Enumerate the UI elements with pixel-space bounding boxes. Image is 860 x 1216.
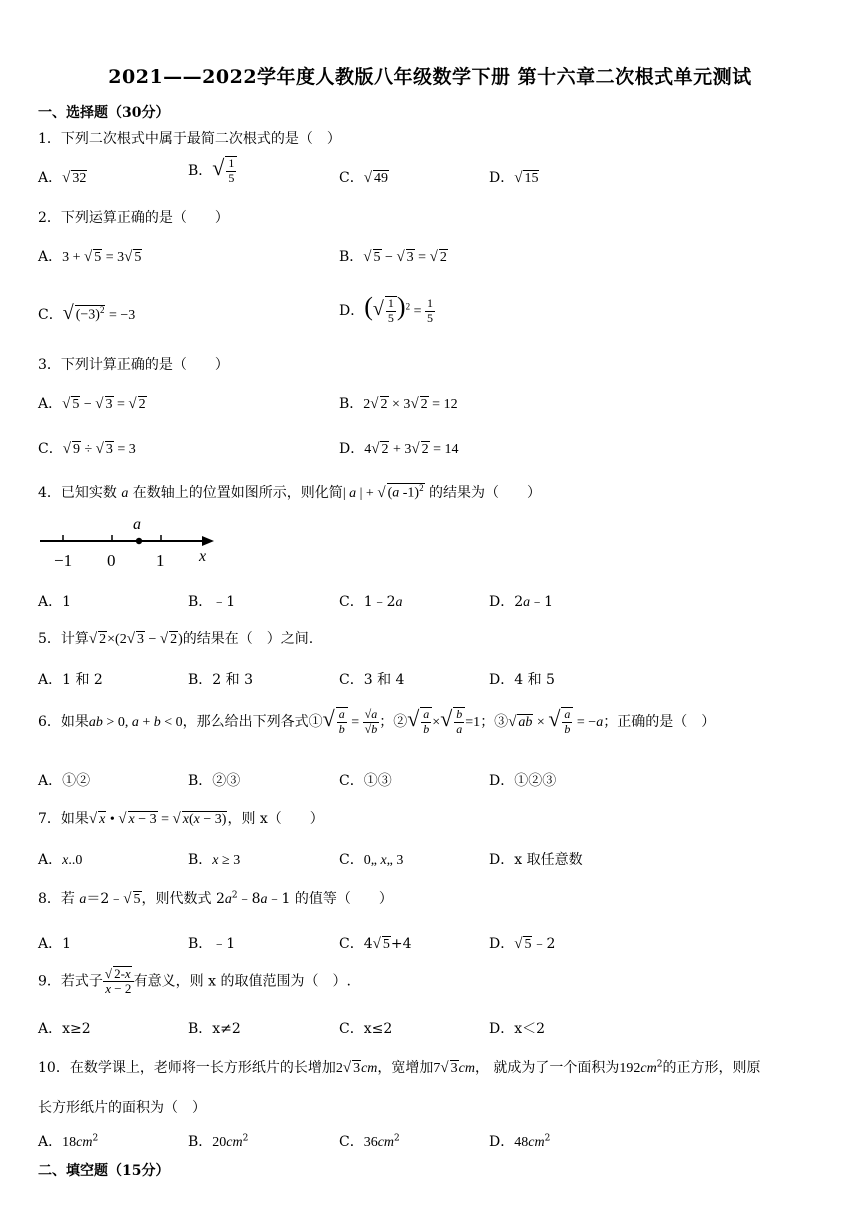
q7-option-b: B．x ≥ 3 — [188, 852, 241, 868]
label-1: 1 — [156, 551, 165, 570]
q8-option-c: C．4√ 5+4 — [339, 936, 412, 952]
q4-option-b: B．﹣1 — [188, 594, 236, 610]
q1-option-d: D．√ 15 — [489, 170, 539, 186]
q7-stem: 7．如果√ x • √ x − 3 = √ x(x − 3)，则 x（ ） — [38, 811, 324, 827]
q3-option-a: A．√ 5 − √ 3 = √ 2 — [38, 396, 146, 412]
q3-option-c: C．√ 9 ÷ √ 3 = 3 — [38, 441, 136, 457]
point-a-label: a — [133, 516, 141, 533]
q10-stem-line2: 长方形纸片的面积为（ ） — [38, 1100, 206, 1116]
q4-option-a: A．1 — [38, 594, 72, 610]
q9-option-a: A．x≥2 — [38, 1021, 91, 1037]
q1-option-b: B．√ $\frac{1}{5}$ — [188, 155, 237, 185]
q9-option-b: B．x≠2 — [188, 1021, 241, 1037]
q7-option-d: D．x 取任意数 — [489, 852, 583, 868]
number-line-arrow — [202, 536, 214, 546]
q10-option-a: A．$18cm^2$ — [38, 1133, 99, 1150]
q1-option-c: C．√ 49 — [339, 170, 388, 186]
q6-option-c: C．①③ — [339, 773, 392, 789]
section-choice-heading: 一、选择题（30分） — [38, 105, 170, 121]
q5-option-d: D．4 和 5 — [489, 672, 555, 688]
q6-option-b: B．②③ — [188, 773, 241, 789]
q5-stem: 5．计算√ 2×(2√ 3 − √ 2)的结果在（ ）之间. — [38, 631, 314, 647]
q8-option-a: A．1 — [38, 936, 72, 952]
q9-option-c: C．x≤2 — [339, 1021, 393, 1037]
number-line-figure — [36, 516, 226, 572]
q5-option-c: C．3 和 4 — [339, 672, 405, 688]
q3-stem: 3．下列计算正确的是（ ） — [38, 357, 229, 373]
axis-x-label: x — [199, 548, 207, 565]
q10-stem-line1: 10．在数学课上，老师将一长方形纸片的长增加2√ 3cm，宽增加7√ 3cm， 就成为了一个面积为$192cm^2$的正方形，则原 — [38, 1059, 761, 1076]
q7-option-a: A．x..0 — [38, 852, 83, 868]
q6-stem: 6．如果ab > 0, a + b < 0，那么给出下列各式①√ $\frac{a}{b}$ = $\frac{√a}{√b}$ ；②√ $\frac{a}{b}$ ×√ $\frac{b}{a}$ =1；③√ ab × √ $\frac{a}{b}$ = −a；正确的是（ ） — [38, 706, 716, 736]
q9-option-d: D．x＜2 — [489, 1021, 546, 1037]
q2-option-d: D．(√ $\frac{1}{5}$ )$^2$ = $\frac{1}{5}$ — [339, 292, 433, 325]
q1-stem: 1．下列二次根式中属于最简二次根式的是（ ） — [38, 131, 341, 147]
q9-stem: 9．若式子 $\frac{√ 2-x}{x - 2}$ 有意义，则 x 的取值范围为（ ）. — [38, 966, 351, 997]
q4-option-c: C．1﹣2a — [339, 594, 403, 610]
q6-option-a: A．①② — [38, 773, 91, 789]
label-0: 0 — [107, 551, 116, 570]
q2-stem: 2．下列运算正确的是（ ） — [38, 210, 229, 226]
q10-option-b: B．$20cm^2$ — [188, 1133, 249, 1150]
q8-stem: 8．若 a＝2﹣√ 5，则代数式 $2a^2﹣8a﹣1$ 的值等（ ） — [38, 890, 393, 907]
q3-option-b: B．2√ 2 × 3√ 2 = 12 — [339, 396, 458, 412]
point-a — [136, 538, 142, 544]
q2-option-b: B．√ 5 − √ 3 = √ 2 — [339, 249, 447, 265]
q2-option-c: C．√ $(-3)^2 = -3$ — [38, 302, 136, 324]
q7-option-c: C．0„ x„ 3 — [339, 852, 404, 868]
page-title: 2021——2022学年度人教版八年级数学下册 第十六章二次根式单元测试 — [108, 66, 752, 88]
q6-option-d: D．①②③ — [489, 773, 557, 789]
q8-option-b: B．﹣1 — [188, 936, 236, 952]
q2-option-a: A．3 + √ 5 = 3√ 5 — [38, 249, 142, 265]
q5-option-b: B．2 和 3 — [188, 672, 254, 688]
q4-option-d: D．2a﹣1 — [489, 594, 554, 610]
q10-option-d: D．$48cm^2$ — [489, 1133, 551, 1150]
q1-option-a: A．√ 32 — [38, 170, 87, 186]
section-fill-heading: 二、填空题（15分） — [38, 1163, 170, 1179]
q10-option-c: C．$36cm^2$ — [339, 1133, 400, 1150]
q4-stem: 4．已知实数 a 在数轴上的位置如图所示，则化简| a | + √ (a -1)$^2$ 的结果为（ ） — [38, 483, 542, 501]
q5-option-a: A．1 和 2 — [38, 672, 103, 688]
q8-option-d: D．√ 5﹣2 — [489, 936, 556, 952]
label-neg1: −1 — [54, 551, 73, 570]
q3-option-d: D．4√ 2 + 3√ 2 = 14 — [339, 441, 459, 457]
